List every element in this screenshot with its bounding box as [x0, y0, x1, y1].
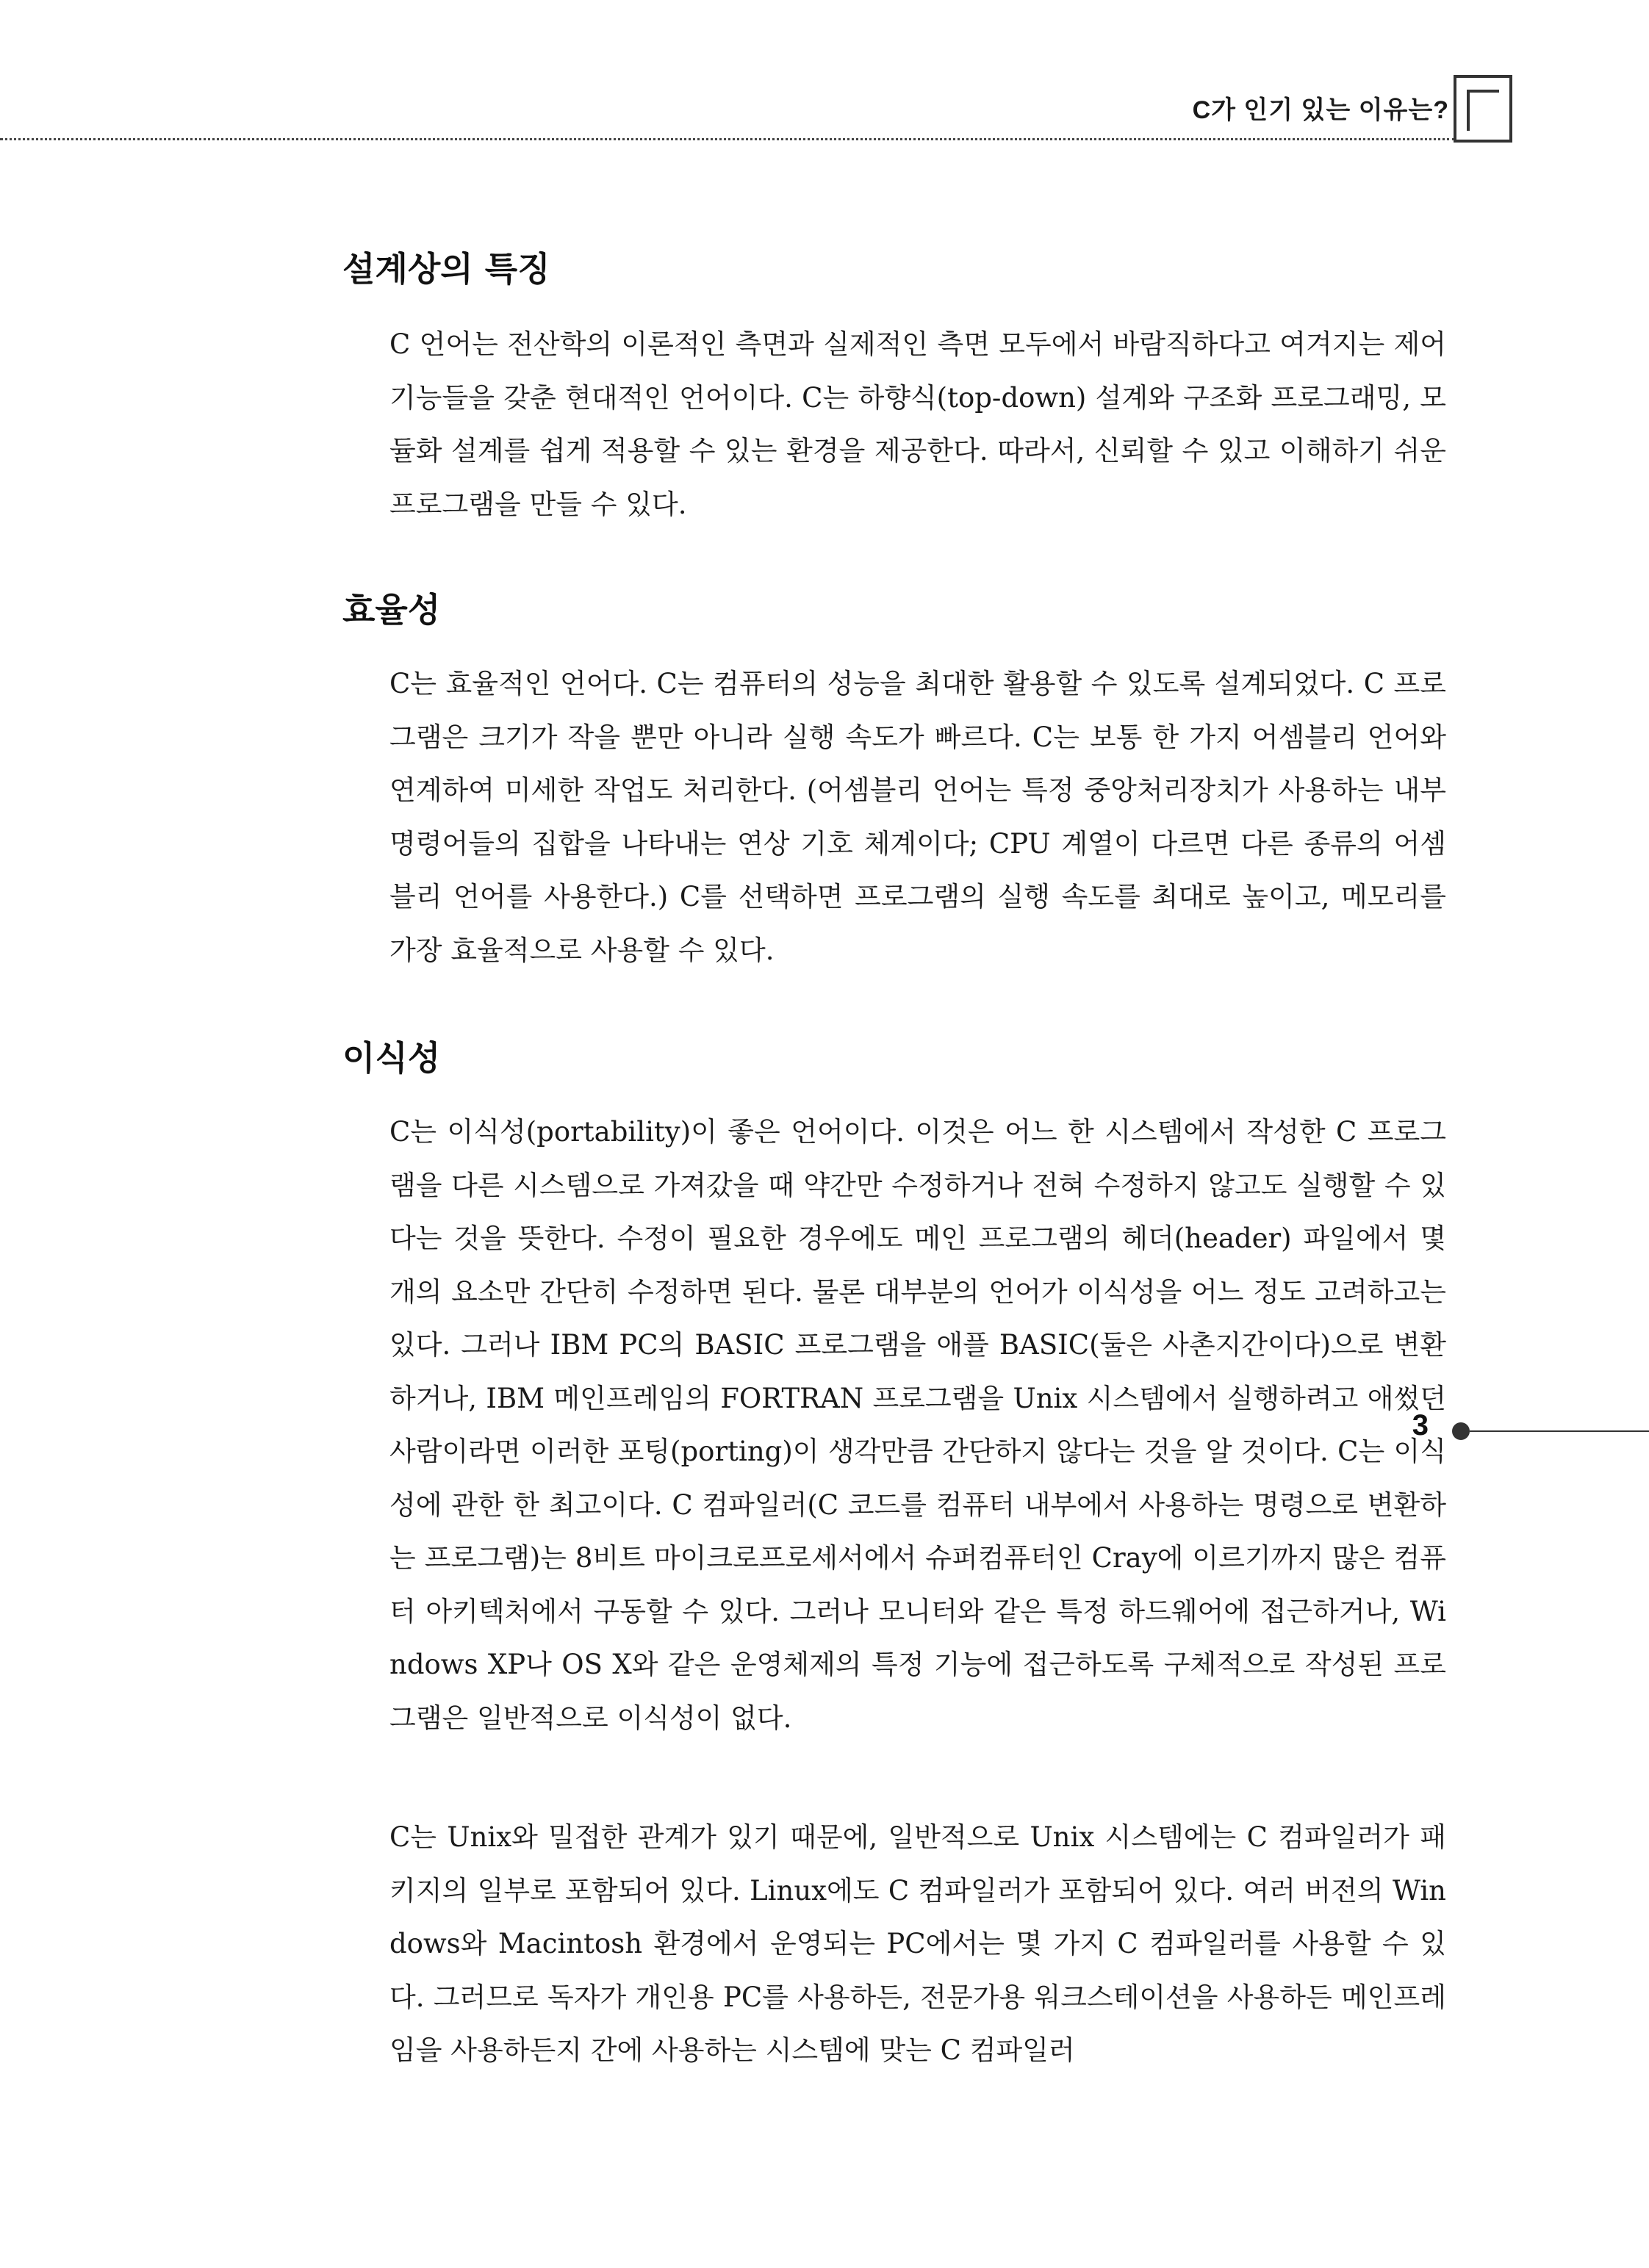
page-folio — [1396, 1409, 1649, 1453]
folio-rule — [1470, 1430, 1649, 1432]
running-header — [0, 73, 1649, 162]
section-heading-efficiency: 효율성 — [342, 590, 441, 630]
section-heading-portability: 이식성 — [342, 1038, 441, 1078]
header-dotted-rule — [0, 138, 1455, 140]
paragraph-design: C 언어는 전산학의 이론적인 측면과 실제적인 측면 모두에서 바람직하다고 여겨지는 제어 기능들을 갖춘 현대적인 언어이다. C는 하향식(top-down) 설계와 구조화 프로그래밍, 모듈화 설계를 쉽게 적용할 수 있는 환경을 제공한다. 따라서, 신뢰할 수 있고 이해하기 쉬운 프로그램을 만들 수 있다. — [389, 328, 1446, 520]
paragraph-portability-2: C는 Unix와 밀접한 관계가 있기 때문에, 일반적으로 Unix 시스템에는 C 컴파일러가 패키지의 일부로 포함되어 있다. Linux에도 C 컴파일러가 포함되어 있다. 여러 버전의 Windows와 Macintosh 환경에서 운영되는 PC에서는 몇 가지 C 컴파일러를 사용할 수 있다. 그러므로 독자가 개인용 PC를 사용하든, 전문가용 워크스테이션을 사용하든 메인프레임을 사용하든지 간에 사용하는 시스템에 맞는 C 컴파일러 — [389, 1821, 1446, 2066]
section-heading-design: 설계상의 특징 — [342, 249, 550, 289]
folio-dot-icon — [1452, 1422, 1470, 1440]
paragraph-portability-1: C는 이식성(portability)이 좋은 언어이다. 이것은 어느 한 시스템에서 작성한 C 프로그램을 다른 시스템으로 가져갔을 때 약간만 수정하거나 전혀 수정하지 않고도 실행할 수 있다는 것을 뜻한다. 수정이 필요한 경우에도 메인 프로그램의 헤더(header) 파일에서 몇 개의 요소만 간단히 수정하면 된다. 물론 대부분의 언어가 이식성을 어느 정도 고려하고는 있다. 그러나 IBM PC의 BASIC 프로그램을 애플 BASIC(둘은 사촌지간이다)으로 변환하거나, IBM 메인프레임의 FORTRAN 프로그램을 Unix 시스템에서 실행하려고 애썼던 사람이라면 이러한 포팅(porting)이 생각만큼 간단하지 않다는 것을 알 것이다. C는 이식성에 관한 한 최고이다. C 컴파일러(C 코드를 컴퓨터 내부에서 사용하는 명령으로 변환하는 프로그램)는 8비트 마이크로프로세서에서 슈퍼컴퓨터인 Cray에 이르기까지 많은 컴퓨터 아키텍처에서 구동할 수 있다. 그러나 모니터와 같은 특정 하드웨어에 접근하거나, Windows XP나 OS X와 같은 운영체제의 특정 기능에 접근하도록 구체적으로 작성된 프로그램은 일반적으로 이식성이 없다. — [389, 1116, 1446, 1734]
corner-bracket-icon — [1452, 73, 1514, 144]
running-header-title: C가 인기 있는 이유는? — [1192, 96, 1449, 124]
paragraph-efficiency: C는 효율적인 언어다. C는 컴퓨터의 성능을 최대한 활용할 수 있도록 설계되었다. C 프로그램은 크기가 작을 뿐만 아니라 실행 속도가 빠르다. C는 보통 한 가지 어셈블리 언어와 연계하여 미세한 작업도 처리한다. (어셈블리 언어는 특정 중앙처리장치가 사용하는 내부 명령어들의 집합을 나타내는 연상 기호 체계이다; CPU 계열이 다르면 다른 종류의 어셈블리 언어를 사용한다.) C를 선택하면 프로그램의 실행 속도를 최대로 높이고, 메모리를 가장 효율적으로 사용할 수 있다. — [389, 668, 1446, 966]
page-number: 3 — [1412, 1409, 1429, 1441]
